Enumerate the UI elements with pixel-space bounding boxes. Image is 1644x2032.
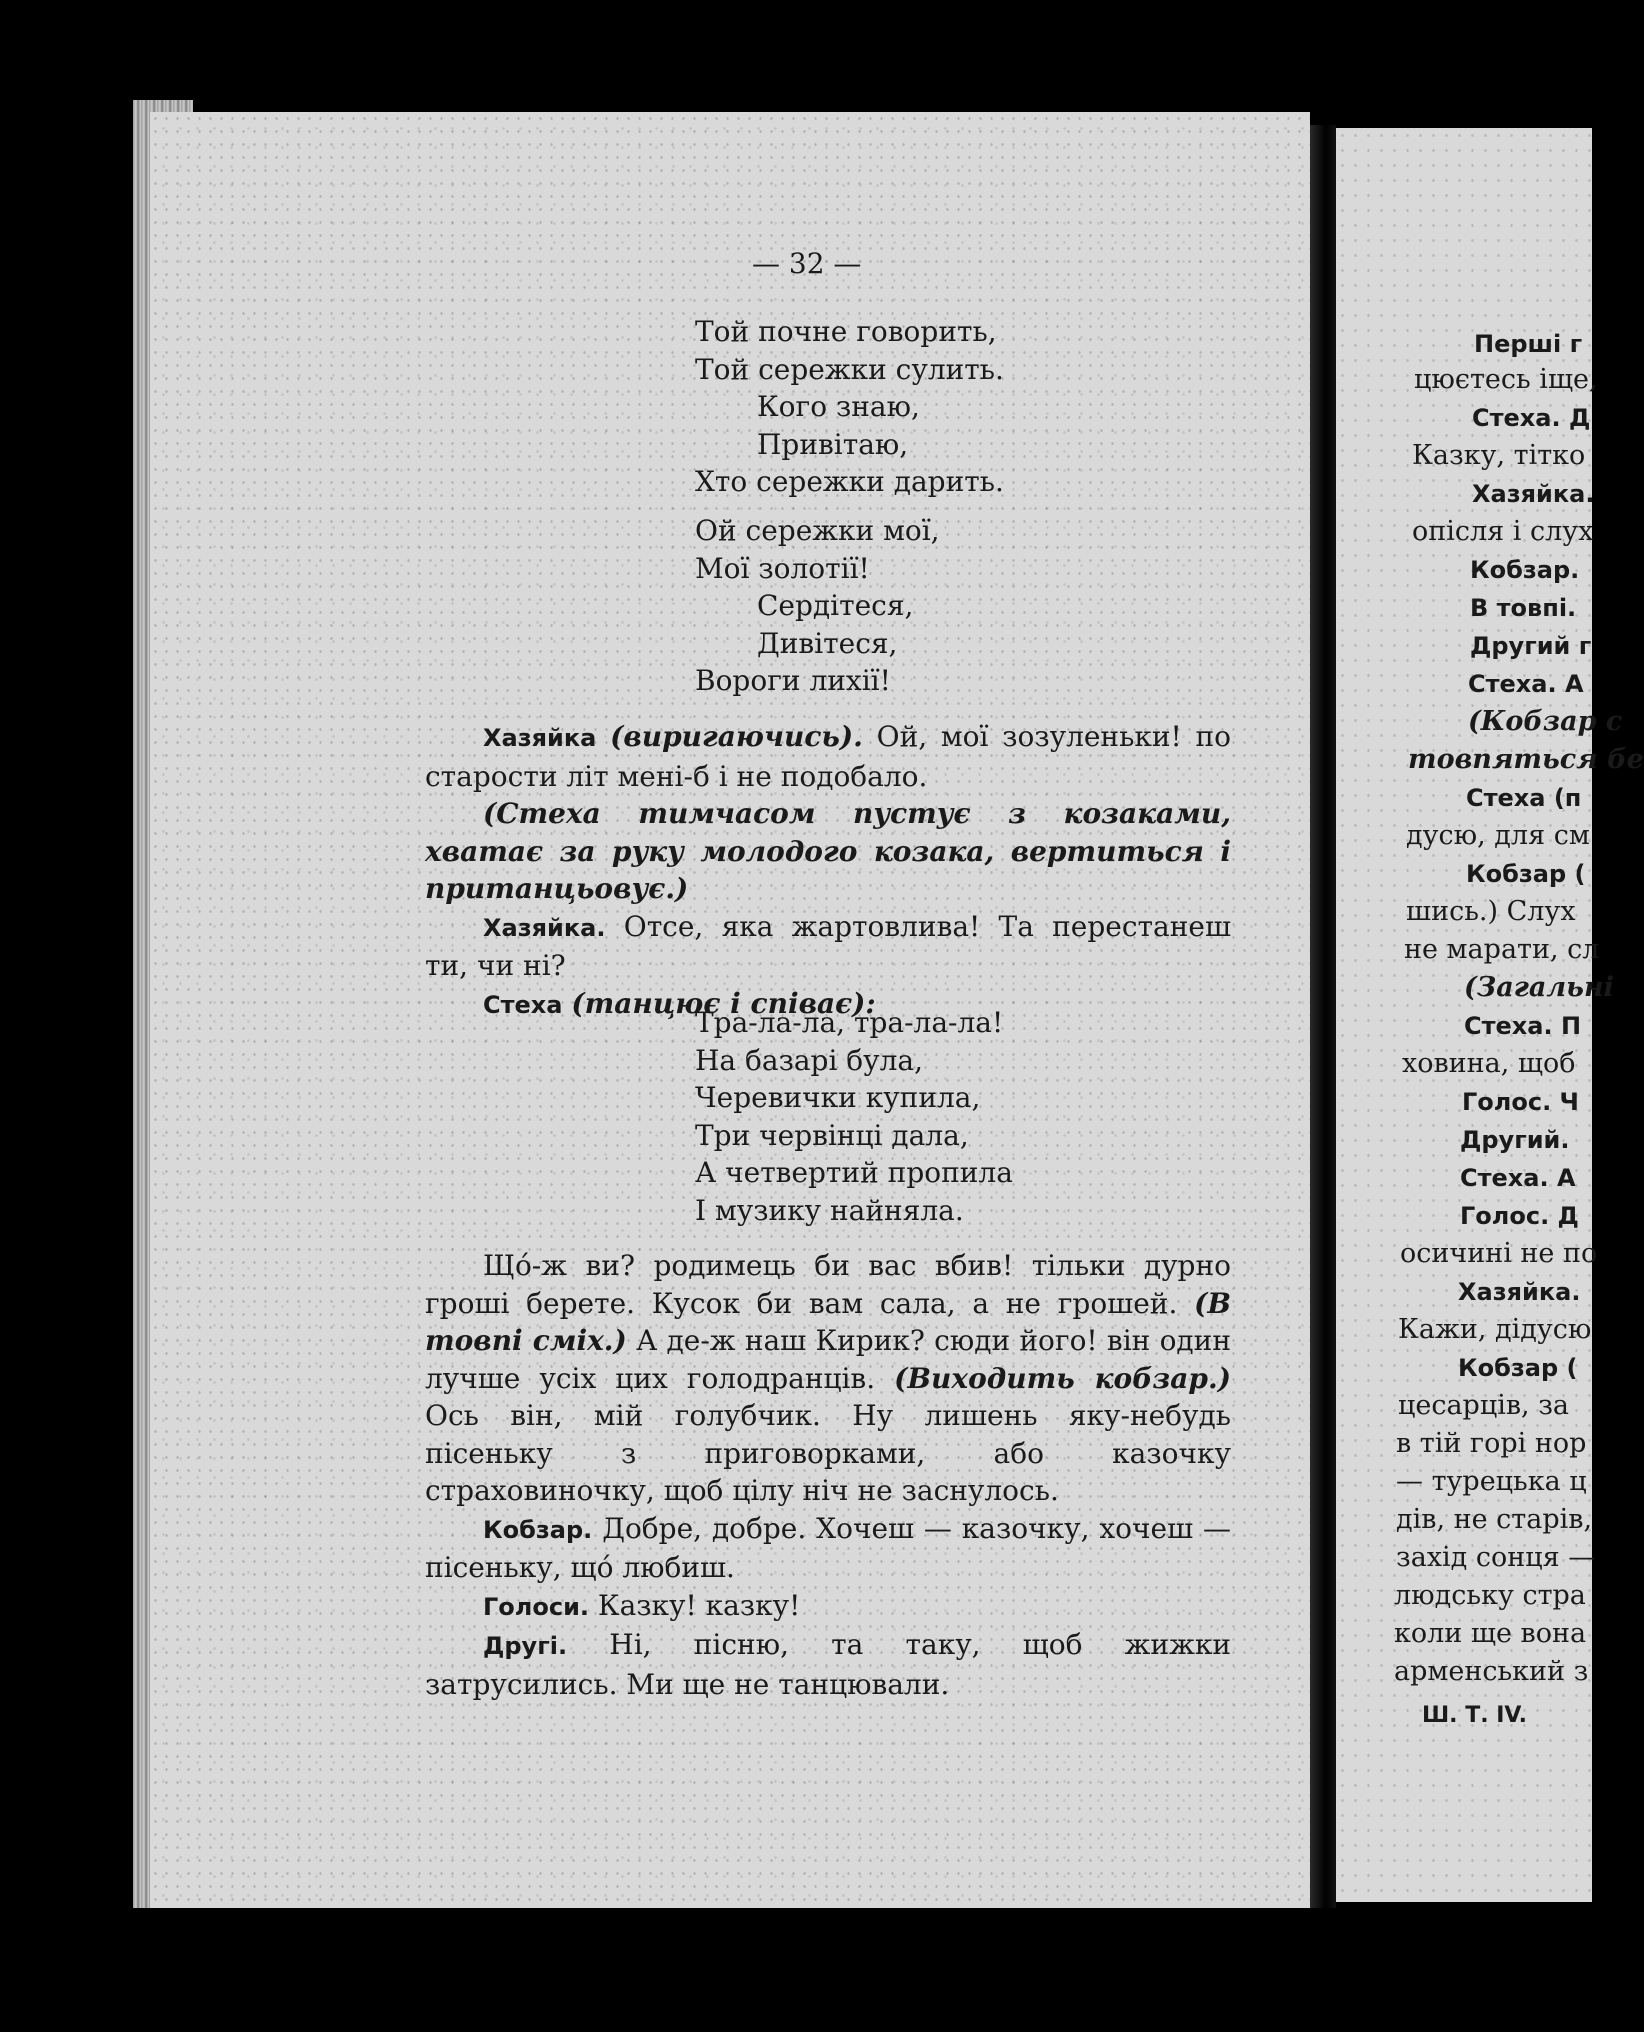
paragraph-kobzar: [425, 1510, 1231, 1587]
right-line: товпяться бе: [1408, 744, 1644, 775]
verse-line: Той почне говорить,: [695, 315, 997, 348]
verse-line: Мої золотії!: [695, 551, 870, 585]
right-line: Хазяйка.: [1472, 480, 1595, 508]
verse-block-2: [695, 512, 940, 700]
verse-line: Тра-ла-ла, тра-ла-ла!: [695, 1006, 1004, 1039]
right-line: арменський з: [1394, 1656, 1589, 1687]
stage-direction: (В товпі сміх.): [425, 1286, 1231, 1357]
right-line: (Кобзар с: [1468, 706, 1623, 737]
verse-line: Той сережки сулить.: [695, 352, 1004, 386]
paragraph-monologue: [425, 1247, 1231, 1510]
paragraph-druhi: [425, 1626, 1231, 1703]
dialogue-text: Ой, мої зозуленьки! по старости літ мені-б і не подобало.: [425, 720, 1232, 793]
right-line: Стеха (п: [1466, 784, 1582, 812]
right-line: шись.) Слух: [1406, 896, 1576, 927]
speaker-name: Кобзар.: [483, 1515, 593, 1544]
paragraph-holosy: [425, 1587, 1231, 1627]
right-line: Голос. Д: [1460, 1202, 1579, 1230]
verse-line: Черевички купила,: [695, 1081, 981, 1114]
right-line: осичині не по: [1400, 1238, 1598, 1269]
right-line: цюєтесь іще,: [1414, 364, 1598, 395]
verse-line: Привітаю,: [757, 427, 909, 461]
right-line: Перші г: [1474, 330, 1583, 358]
paragraph-hazyaika-2: [425, 908, 1231, 985]
stage-direction-paragraph: (Стеха тимчасом пустує з козаками, хватає за руку молодого козака, вертиться і пританцьовує.): [425, 797, 1231, 905]
right-line: Казку, тітко: [1412, 440, 1586, 471]
speaker-name: Стеха: [483, 990, 563, 1019]
verse-block-1: [695, 313, 1004, 501]
right-line: людську стра: [1394, 1580, 1586, 1611]
verse-line: Кого знаю,: [757, 390, 920, 423]
right-line: Другий г: [1470, 632, 1592, 660]
verse-line: І музику найняла.: [695, 1193, 964, 1227]
verse-line: На базарі була,: [695, 1043, 924, 1077]
signature-mark: Ш. Т. IV.: [1422, 1703, 1527, 1728]
right-line: захід сонця —: [1396, 1542, 1596, 1573]
verse-line: Ой сережки мої,: [695, 514, 940, 547]
right-line: (Загальні: [1464, 972, 1614, 1003]
right-line: Стеха. А: [1460, 1164, 1576, 1192]
right-line: дусю, для см: [1406, 820, 1590, 851]
stage-direction: (Виходить кобзар.): [894, 1361, 1232, 1395]
right-line: Стеха. А: [1468, 670, 1584, 698]
right-line: Другий.: [1460, 1126, 1570, 1154]
dialogue-text: Щó-ж ви? родимець би вас вбив! тільки дурно гроші берете. Кусок би вам сала, а не грошей.: [425, 1249, 1231, 1320]
speaker-name: Другі.: [483, 1632, 568, 1660]
right-line: Кажи, дідусю: [1398, 1314, 1592, 1345]
verse-line: Три червінці дала,: [695, 1118, 969, 1152]
right-line: В товпі.: [1470, 594, 1577, 622]
right-line: Стеха. П: [1464, 1012, 1582, 1040]
stage-direction: (танцює і співає):: [571, 986, 876, 1020]
right-line: коли ще вона: [1394, 1618, 1587, 1649]
prose-block-2: [425, 1247, 1231, 1703]
right-line: ховина, щоб: [1402, 1048, 1576, 1079]
right-line: цесарців, за: [1398, 1390, 1570, 1421]
verse-line: Дивітеся,: [757, 626, 898, 660]
verse-line: Сердітеся,: [757, 589, 914, 622]
verse-line: А четвертий пропила: [695, 1156, 1013, 1189]
right-line: Кобзар.: [1470, 556, 1580, 584]
speaker-name: Голоси.: [483, 1592, 590, 1621]
right-page: [1336, 128, 1644, 1902]
verse-line: Вороги лихії!: [695, 664, 891, 697]
right-line: Голос. Ч: [1462, 1088, 1579, 1116]
speaker-name: Хазяйка.: [483, 913, 606, 942]
dialogue-text: Ні, пісню, та таку, щоб жижки затрусились. Ми ще не танцювали.: [425, 1628, 1232, 1701]
right-line: не марати, сл: [1404, 934, 1600, 965]
verse-block-3: [695, 1004, 1013, 1229]
dialogue-text: Ось він, мій голубчик. Ну лишень яку-небудь пісеньку з приговорками, або казочку страховиночку, щоб цілу ніч не заснулось.: [425, 1399, 1231, 1507]
page-number: — 32 —: [752, 247, 862, 280]
right-line: Кобзар (: [1458, 1354, 1578, 1382]
right-line: опісля і слух: [1412, 516, 1594, 547]
right-line: дів, не старів,: [1396, 1504, 1593, 1535]
prose-block-1: [425, 718, 1231, 1024]
right-line: Кобзар (: [1466, 860, 1586, 888]
verse-line: Хто сережки дарить.: [695, 465, 1004, 498]
dialogue-text: А де-ж наш Кирик? сюди його! він один лучше усіх цих голодранців.: [425, 1324, 1231, 1395]
paragraph-hazyaika-1: [425, 718, 1231, 795]
book-gutter: [1310, 125, 1336, 1908]
stage-direction: (виригаючись).: [610, 720, 863, 753]
dialogue-text: Казку! казку!: [597, 1588, 801, 1622]
right-line: Хазяйка.: [1458, 1278, 1581, 1306]
speaker-name: Хазяйка: [483, 724, 597, 752]
right-line: в тій горі нор: [1396, 1428, 1587, 1459]
right-line: — турецька ц: [1396, 1466, 1587, 1497]
right-line: Стеха. Д: [1472, 404, 1591, 432]
dialogue-text: Добре, добре. Хочеш — казочку, хочеш — пісеньку, щó любиш.: [425, 1511, 1231, 1584]
dialogue-text: Отсе, яка жартовлива! Та перестанеш ти, чи ні?: [425, 909, 1231, 982]
